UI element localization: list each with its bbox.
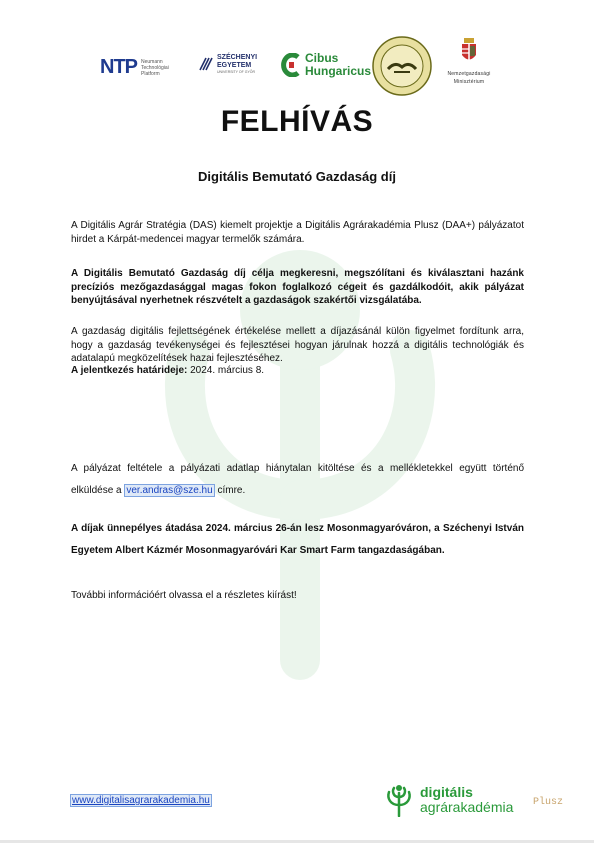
email-link[interactable]: ver.andras@sze.hu <box>126 485 213 496</box>
deadline-value: 2024. március 8. <box>187 365 265 376</box>
ministry-line2: Minisztérium <box>453 79 485 85</box>
sze-line2: EGYETEM <box>217 62 252 69</box>
daa-line1: digitális <box>420 784 473 800</box>
daa-plant-icon <box>384 783 414 817</box>
paragraph-deadline <box>71 364 524 378</box>
ntp-logo <box>100 56 169 79</box>
ministry-line1: Nemzetgazdasági <box>447 71 491 77</box>
paragraph-goal: A Digitális Bemutató Gazdaság díj célja megkeresni, megszólítani és kiválasztani hazánk precíziós mezőgazdasággal magas fokon foglalkozó cégeit és gazdálkodóit, akik pályázat benyújtásával nyerhetnek részvételt a gazdaságok szakértői vizsgálatába. <box>71 268 524 306</box>
ntp-text-line: Technológiai <box>141 64 169 71</box>
conditions-text-end: címre. <box>214 485 246 496</box>
document-title: FELHÍVÁS <box>220 105 374 138</box>
paragraph-conditions <box>71 458 524 502</box>
website-link[interactable]: www.digitalisagrarakademia.hu <box>72 795 210 806</box>
daa-line2: agrárakadémia <box>420 799 514 815</box>
ntp-text-line: Neumann <box>141 58 163 65</box>
cibus-line1: Cibus <box>305 51 339 65</box>
plusz-label: Plusz <box>533 797 564 808</box>
paragraph-more-info: További információért olvassa el a részletes kiírást! <box>71 590 297 601</box>
ntp-mark: NTP <box>100 56 137 78</box>
sze-sub: UNIVERSITY OF GYŐR <box>217 70 256 74</box>
cibus-logo <box>280 52 371 78</box>
ministry-logo <box>436 38 502 85</box>
coat-of-arms-icon <box>461 38 477 64</box>
daa-logo <box>384 783 513 817</box>
paragraph-ceremony: A díjak ünnepélyes átadása 2024. március 26-án lesz Mosonmagyaróváron, a Széchenyi István Egyetem Albert Kázmér Mosonmagyaróvári Kar Smart Farm tangazdaságában. <box>71 523 524 556</box>
conditions-text: A pályázat feltétele a pályázati adatlap hiánytalan kitöltése és a mellékletekkel együtt történő elküldése a <box>71 463 524 496</box>
paragraph-evaluation: A gazdaság digitális fejlettségének értékelése mellett a díjazásánál külön figyelmet fordítunk arra, hogy a gazdaság tevékenységei és fejlesztései hogyan járulnak hozzá a digitális technológiák és adatalapú megközelítések hazai fejlesztéséhez. <box>71 326 524 364</box>
sze-logo <box>198 54 257 74</box>
document-subtitle: Digitális Bemutató Gazdaság díj <box>198 169 396 184</box>
ntp-text-line: Platform <box>141 70 160 77</box>
chamber-seal-icon <box>372 36 432 96</box>
sze-line1: SZÉCHENYI <box>217 54 258 61</box>
sze-stripes-icon <box>198 56 214 72</box>
cibus-line2: Hungaricus <box>305 64 372 78</box>
header-logos <box>100 34 500 94</box>
deadline-label: A jelentkezés határideje: <box>71 365 188 376</box>
cibus-c-icon <box>280 53 302 77</box>
paragraph-intro: A Digitális Agrár Stratégia (DAS) kiemelt projektje a Digitális Agrárakadémia Plusz (DAA+) pályázatot hirdet a Kárpát-medencei magyar termelők számára. <box>71 220 524 245</box>
